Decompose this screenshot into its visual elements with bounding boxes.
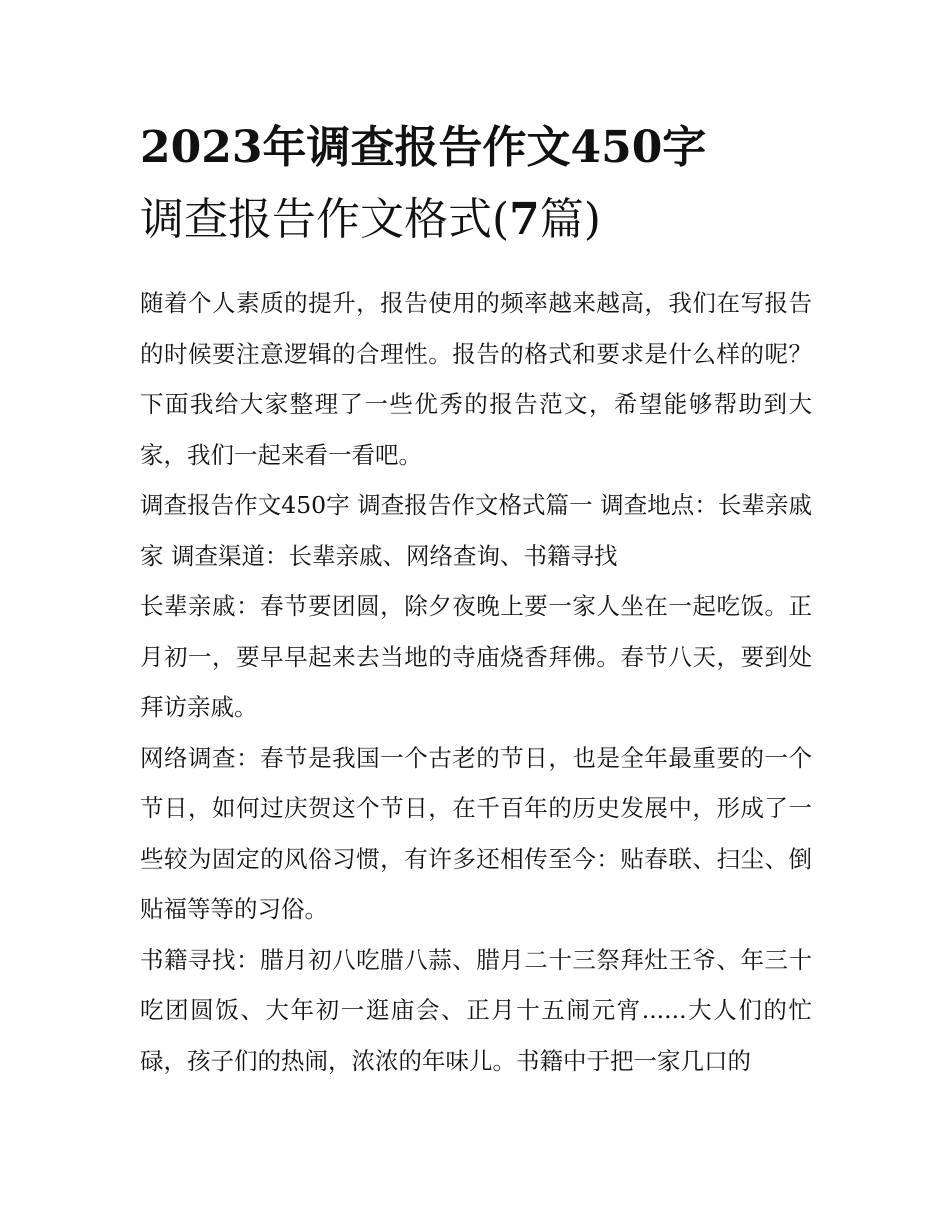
paragraph-internet: 网络调查：春节是我国一个古老的节日，也是全年最重要的一个节日，如何过庆贺这个节日，在千百年的历史发展中，形成了一些较为固定的风俗习惯，有许多还相传至今：贴春联、扫尘、倒贴福等等的习俗。 [140, 743, 812, 923]
paragraph-relatives: 长辈亲戚：春节要团圆，除夕夜晚上要一家人坐在一起吃饭。正月初一，要早早起来去当地的寺庙烧香拜佛。春节八天，要到处拜访亲戚。 [140, 592, 812, 721]
document-title-line-1: 2023年调查报告作文450字 [140, 122, 707, 173]
document-title-line-2-number: 7 [509, 194, 540, 245]
document-title-line-2-prefix: 调查报告作文格式( [140, 194, 510, 245]
paragraph-intro: 随着个人素质的提升，报告使用的频率越来越高，我们在写报告的时候要注意逻辑的合理性。报告的格式和要求是什么样的呢？下面我给大家整理了一些优秀的报告范文，希望能够帮助到大家，我们一起来看一看吧。 [140, 289, 812, 469]
paragraph-survey-info: 调查报告作文450字 调查报告作文格式篇一 调查地点：长辈亲戚家 调查渠道：长辈亲戚、网络查询、书籍寻找 [140, 491, 812, 570]
paragraph-books: 书籍寻找：腊月初八吃腊八蒜、腊月二十三祭拜灶王爷、年三十吃团圆饭、大年初一逛庙会、正月十五闹元宵......大人们的忙碌，孩子们的热闹，浓浓的年味儿。书籍中于把一家几口的 [140, 945, 812, 1075]
document-body [140, 278, 812, 1086]
document-title-line-2 [140, 194, 820, 245]
document-title-line-2-suffix: 篇) [539, 194, 601, 245]
